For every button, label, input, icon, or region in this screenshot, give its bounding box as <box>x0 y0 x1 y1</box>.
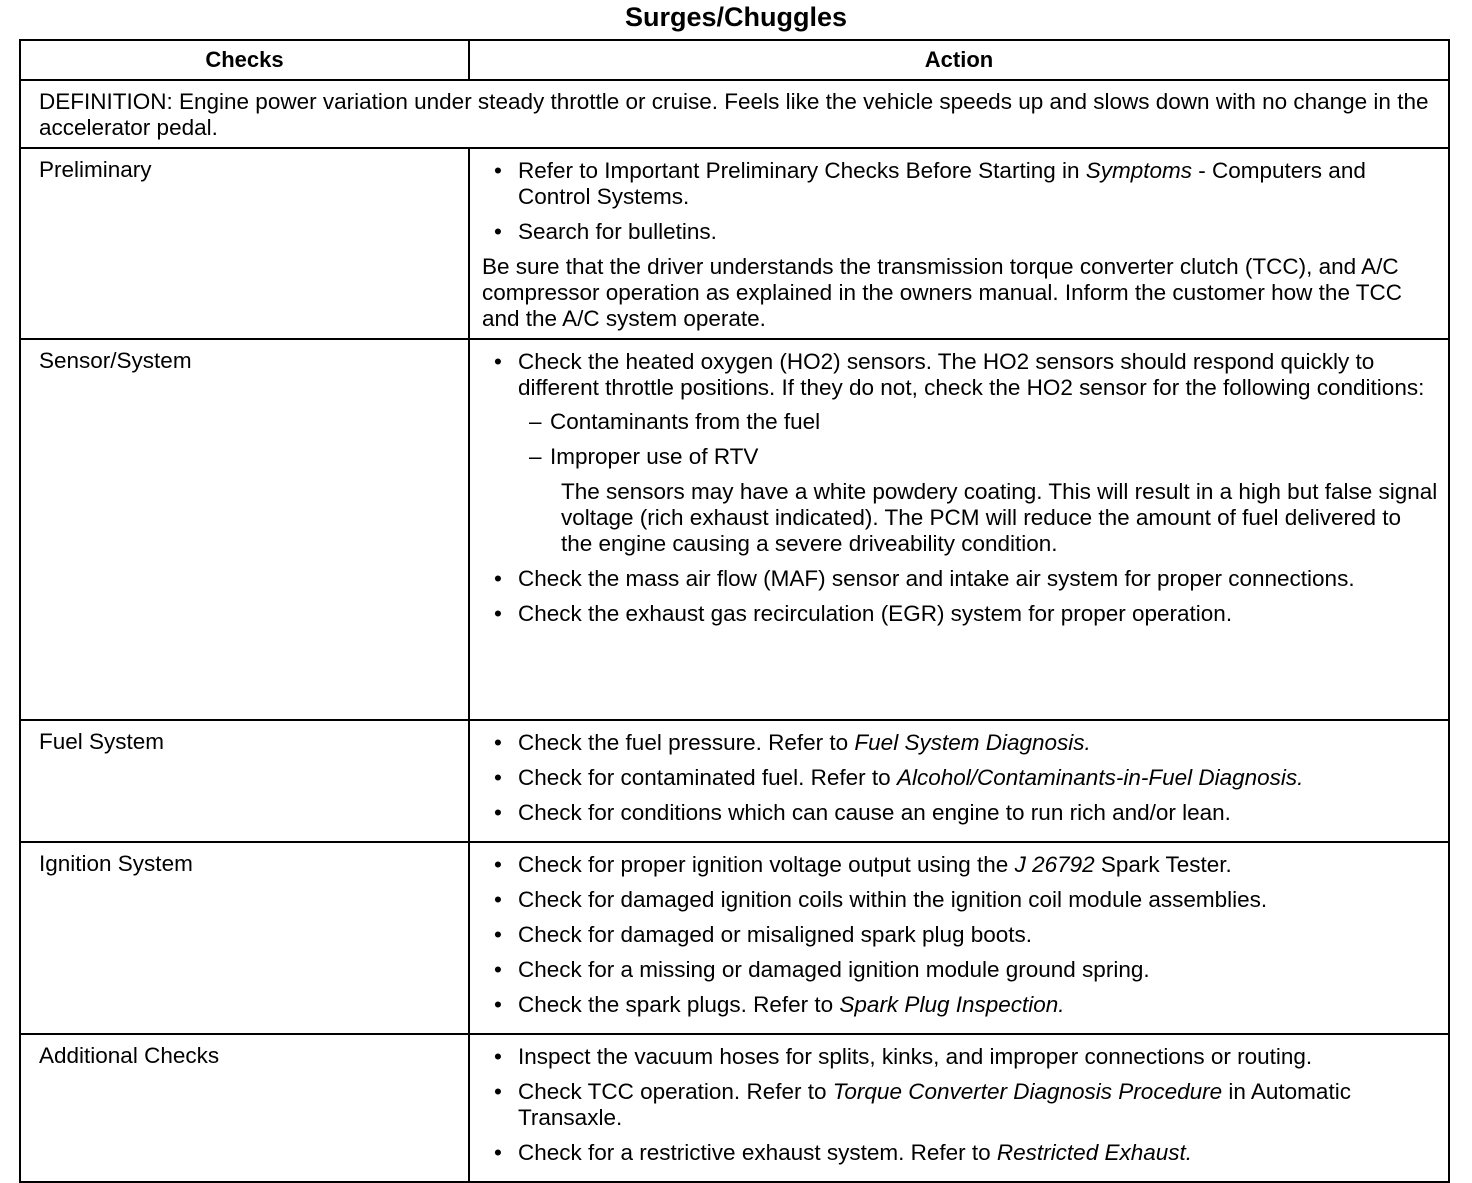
reference-text: J 26792 <box>1014 852 1095 877</box>
list-item <box>518 1140 1438 1166</box>
item-text: Refer to Important Preliminary Checks Before Starting in <box>518 158 1086 183</box>
table-row <box>20 148 1449 339</box>
table-row <box>20 720 1449 842</box>
item-text: in Automatic Transaxle. <box>518 1079 1351 1130</box>
list-item: • Check for conditions which can cause an engine to run rich and/or lean. <box>518 800 1438 826</box>
list-item: • Inspect the vacuum hoses for splits, kinks, and improper connections or routing. <box>518 1044 1438 1070</box>
definition-row <box>20 80 1449 148</box>
list-item: • Search for bulletins. <box>518 219 1438 245</box>
page-title: Surges/Chuggles <box>624 2 848 32</box>
definition-text: DEFINITION: Engine power variation under steady throttle or cruise. Feels like the vehicle speeds up and slows down with no change in the accelerator pedal. <box>20 80 1449 148</box>
reference-text: Spark Plug Inspection. <box>839 992 1065 1017</box>
item-text: Check the spark plugs. Refer to <box>518 992 840 1017</box>
list-item <box>518 765 1438 791</box>
list-item <box>518 852 1438 878</box>
table-row <box>20 842 1449 1034</box>
sub-list-item: – Contaminants from the fuel <box>550 409 1438 435</box>
checks-header: Checks <box>20 40 469 80</box>
list-item: • Check the mass air flow (MAF) sensor and intake air system for proper connections. <box>518 566 1438 592</box>
item-text: Check for a restrictive exhaust system. Refer to <box>518 1140 997 1165</box>
item-text: Check for contaminated fuel. Refer to <box>518 765 897 790</box>
reference-text: Alcohol/Contaminants-in-Fuel Diagnosis. <box>896 765 1304 790</box>
item-text: Check the fuel pressure. Refer to <box>518 730 855 755</box>
item-text: Check the heated oxygen (HO2) sensors. The HO2 sensors should respond quickly to different throttle positions. If they do not, check the HO2 sensor for the following conditions: <box>518 349 1425 400</box>
check-ignition-system: Ignition System <box>20 842 469 1034</box>
action-fuel-system <box>469 720 1449 842</box>
list-item <box>518 158 1438 210</box>
item-text: Check TCC operation. Refer to <box>518 1079 833 1104</box>
check-additional: Additional Checks <box>20 1034 469 1182</box>
action-preliminary <box>469 148 1449 339</box>
reference-text: Symptoms <box>1085 158 1193 183</box>
header-row <box>20 40 1449 80</box>
list-item: • Check for damaged ignition coils within the ignition coil module assemblies. <box>518 887 1438 913</box>
check-sensor-system: Sensor/System <box>20 339 469 720</box>
list-item: • Check the exhaust gas recirculation (EGR) system for proper operation. <box>518 601 1438 627</box>
list-item: • Check for damaged or misaligned spark plug boots. <box>518 922 1438 948</box>
reference-text: Restricted Exhaust. <box>996 1140 1193 1165</box>
list-item <box>518 992 1438 1018</box>
item-text: - Computers and Control Systems. <box>518 158 1366 209</box>
sub-list-item: – Improper use of RTV <box>550 444 1438 470</box>
action-ignition-system <box>469 842 1449 1034</box>
action-header: Action <box>469 40 1449 80</box>
list-item <box>518 349 1438 557</box>
action-sensor-system <box>469 339 1449 720</box>
list-item: • Check for a missing or damaged ignition module ground spring. <box>518 957 1438 983</box>
reference-text: Torque Converter Diagnosis Procedure <box>832 1079 1223 1104</box>
check-preliminary: Preliminary <box>20 148 469 339</box>
list-item <box>518 1079 1438 1131</box>
note-text: Be sure that the driver understands the transmission torque converter clutch (TCC), and A/C compressor operation as explained in the owners manual. Inform the customer how the TCC and the A/C system operate. <box>482 254 1403 331</box>
item-text: Check for proper ignition voltage output using the <box>518 852 1015 877</box>
table-row <box>20 339 1449 720</box>
reference-text: Fuel System Diagnosis. <box>854 730 1091 755</box>
table-row <box>20 1034 1449 1182</box>
action-additional <box>469 1034 1449 1182</box>
diagnosis-table <box>19 39 1450 1183</box>
item-text: Spark Tester. <box>1094 852 1232 877</box>
list-item <box>518 730 1438 756</box>
note-text: The sensors may have a white powdery coating. This will result in a high but false signal voltage (rich exhaust indicated). The PCM will reduce the amount of fuel delivered to the engine causing a severe driveability condition. <box>561 479 1438 556</box>
check-fuel-system: Fuel System <box>20 720 469 842</box>
